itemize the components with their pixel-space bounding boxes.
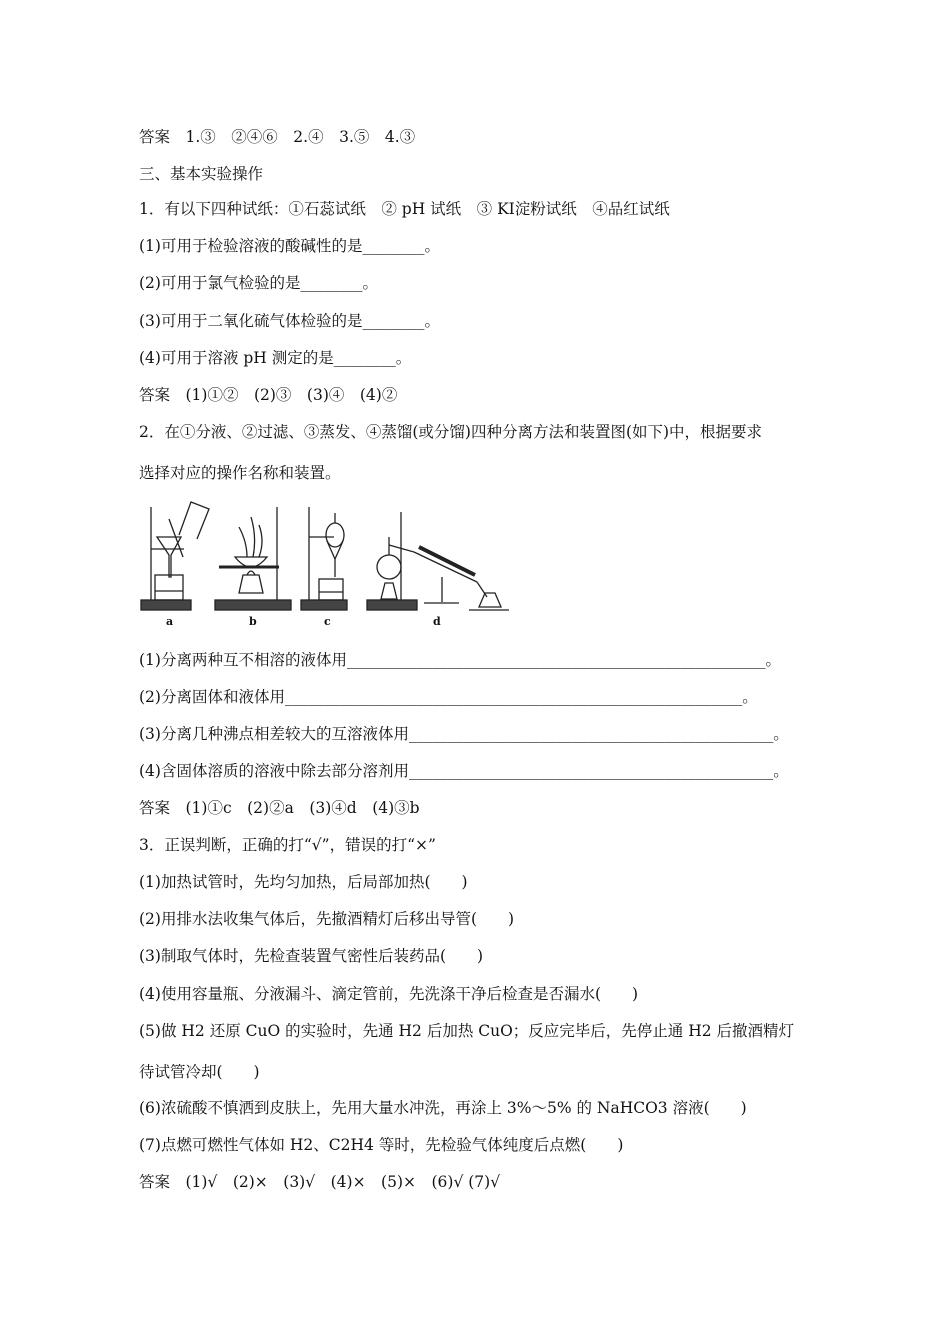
figure-label-a: a	[166, 615, 174, 628]
question-1-part-3: (3)可用于二氧化硫气体检验的是________。	[139, 312, 440, 330]
question-3-item-2: (2)用排水法收集气体后，先撤酒精灯后移出导管( )	[139, 910, 515, 928]
figure-label-c: c	[324, 615, 331, 628]
question-2-part-4: (4)含固体溶质的溶液中除去部分溶剂用_______________________________________________。	[139, 762, 789, 780]
question-1-part-4: (4)可用于溶液 pH 测定的是________。	[139, 349, 412, 367]
question-3-item-1: (1)加热试管时，先均匀加热，后局部加热( )	[139, 873, 468, 891]
question-1-part-2: (2)可用于氯气检验的是________。	[139, 274, 378, 292]
question-3-item-7: (7)点燃可燃性气体如 H2、C2H4 等时，先检验气体纯度后点燃( )	[139, 1136, 624, 1154]
answer-line-4: 答案 (1)√ (2)× (3)√ (4)× (5)× (6)√ (7)√	[139, 1173, 501, 1191]
question-1-part-1: (1)可用于检验溶液的酸碱性的是________。	[139, 237, 440, 255]
apparatus-d-distillation	[367, 512, 509, 610]
figure-label-b: b	[249, 615, 257, 628]
question-2-stem-cont: 选择对应的操作名称和装置。	[139, 464, 341, 482]
question-3-item-4: (4)使用容量瓶、分液漏斗、滴定管前，先洗涤干净后检查是否漏水( )	[139, 985, 639, 1003]
apparatus-b-evaporation	[215, 507, 291, 610]
question-1-stem: 1．有以下四种试纸：①石蕊试纸 ② pH 试纸 ③ KI淀粉试纸 ④品红试纸	[139, 200, 670, 218]
question-3-item-3: (3)制取气体时，先检查装置气密性后装药品( )	[139, 947, 484, 965]
apparatus-diagram	[139, 497, 511, 633]
section-heading: 三、基本实验操作	[139, 165, 264, 183]
question-3-stem: 3．正误判断，正确的打“√”，错误的打“×”	[139, 836, 436, 854]
answer-line-2: 答案 (1)①② (2)③ (3)④ (4)②	[139, 386, 398, 404]
question-2-part-3: (3)分离几种沸点相差较大的互溶液体用_______________________________________________。	[139, 725, 789, 743]
apparatus-c-separatory-funnel	[301, 507, 347, 610]
question-3-item-5-cont: 待试管冷却( )	[139, 1063, 260, 1081]
question-3-item-6: (6)浓硫酸不慎洒到皮肤上，先用大量水冲洗，再涂上 3%～5% 的 NaHCO3 溶液( )	[139, 1099, 747, 1117]
answer-line-3: 答案 (1)①c (2)②a (3)④d (4)③b	[139, 799, 420, 817]
question-2-part-1: (1)分离两种互不相溶的液体用______________________________________________________。	[139, 651, 781, 669]
apparatus-a-filtration	[141, 502, 209, 610]
question-3-item-5: (5)做 H2 还原 CuO 的实验时，先通 H2 后加热 CuO；反应完毕后，先停止通 H2 后撤酒精灯	[139, 1022, 795, 1040]
question-2-part-2: (2)分离固体和液体用___________________________________________________________。	[139, 688, 758, 706]
question-2-stem: 2．在①分液、②过滤、③蒸发、④蒸馏(或分馏)四种分离方法和装置图(如下)中，根据要求	[139, 423, 763, 441]
figure-label-d: d	[433, 615, 441, 628]
apparatus-figure	[139, 497, 511, 633]
answer-line-1: 答案 1.③ ②④⑥ 2.④ 3.⑤ 4.③	[139, 128, 416, 146]
